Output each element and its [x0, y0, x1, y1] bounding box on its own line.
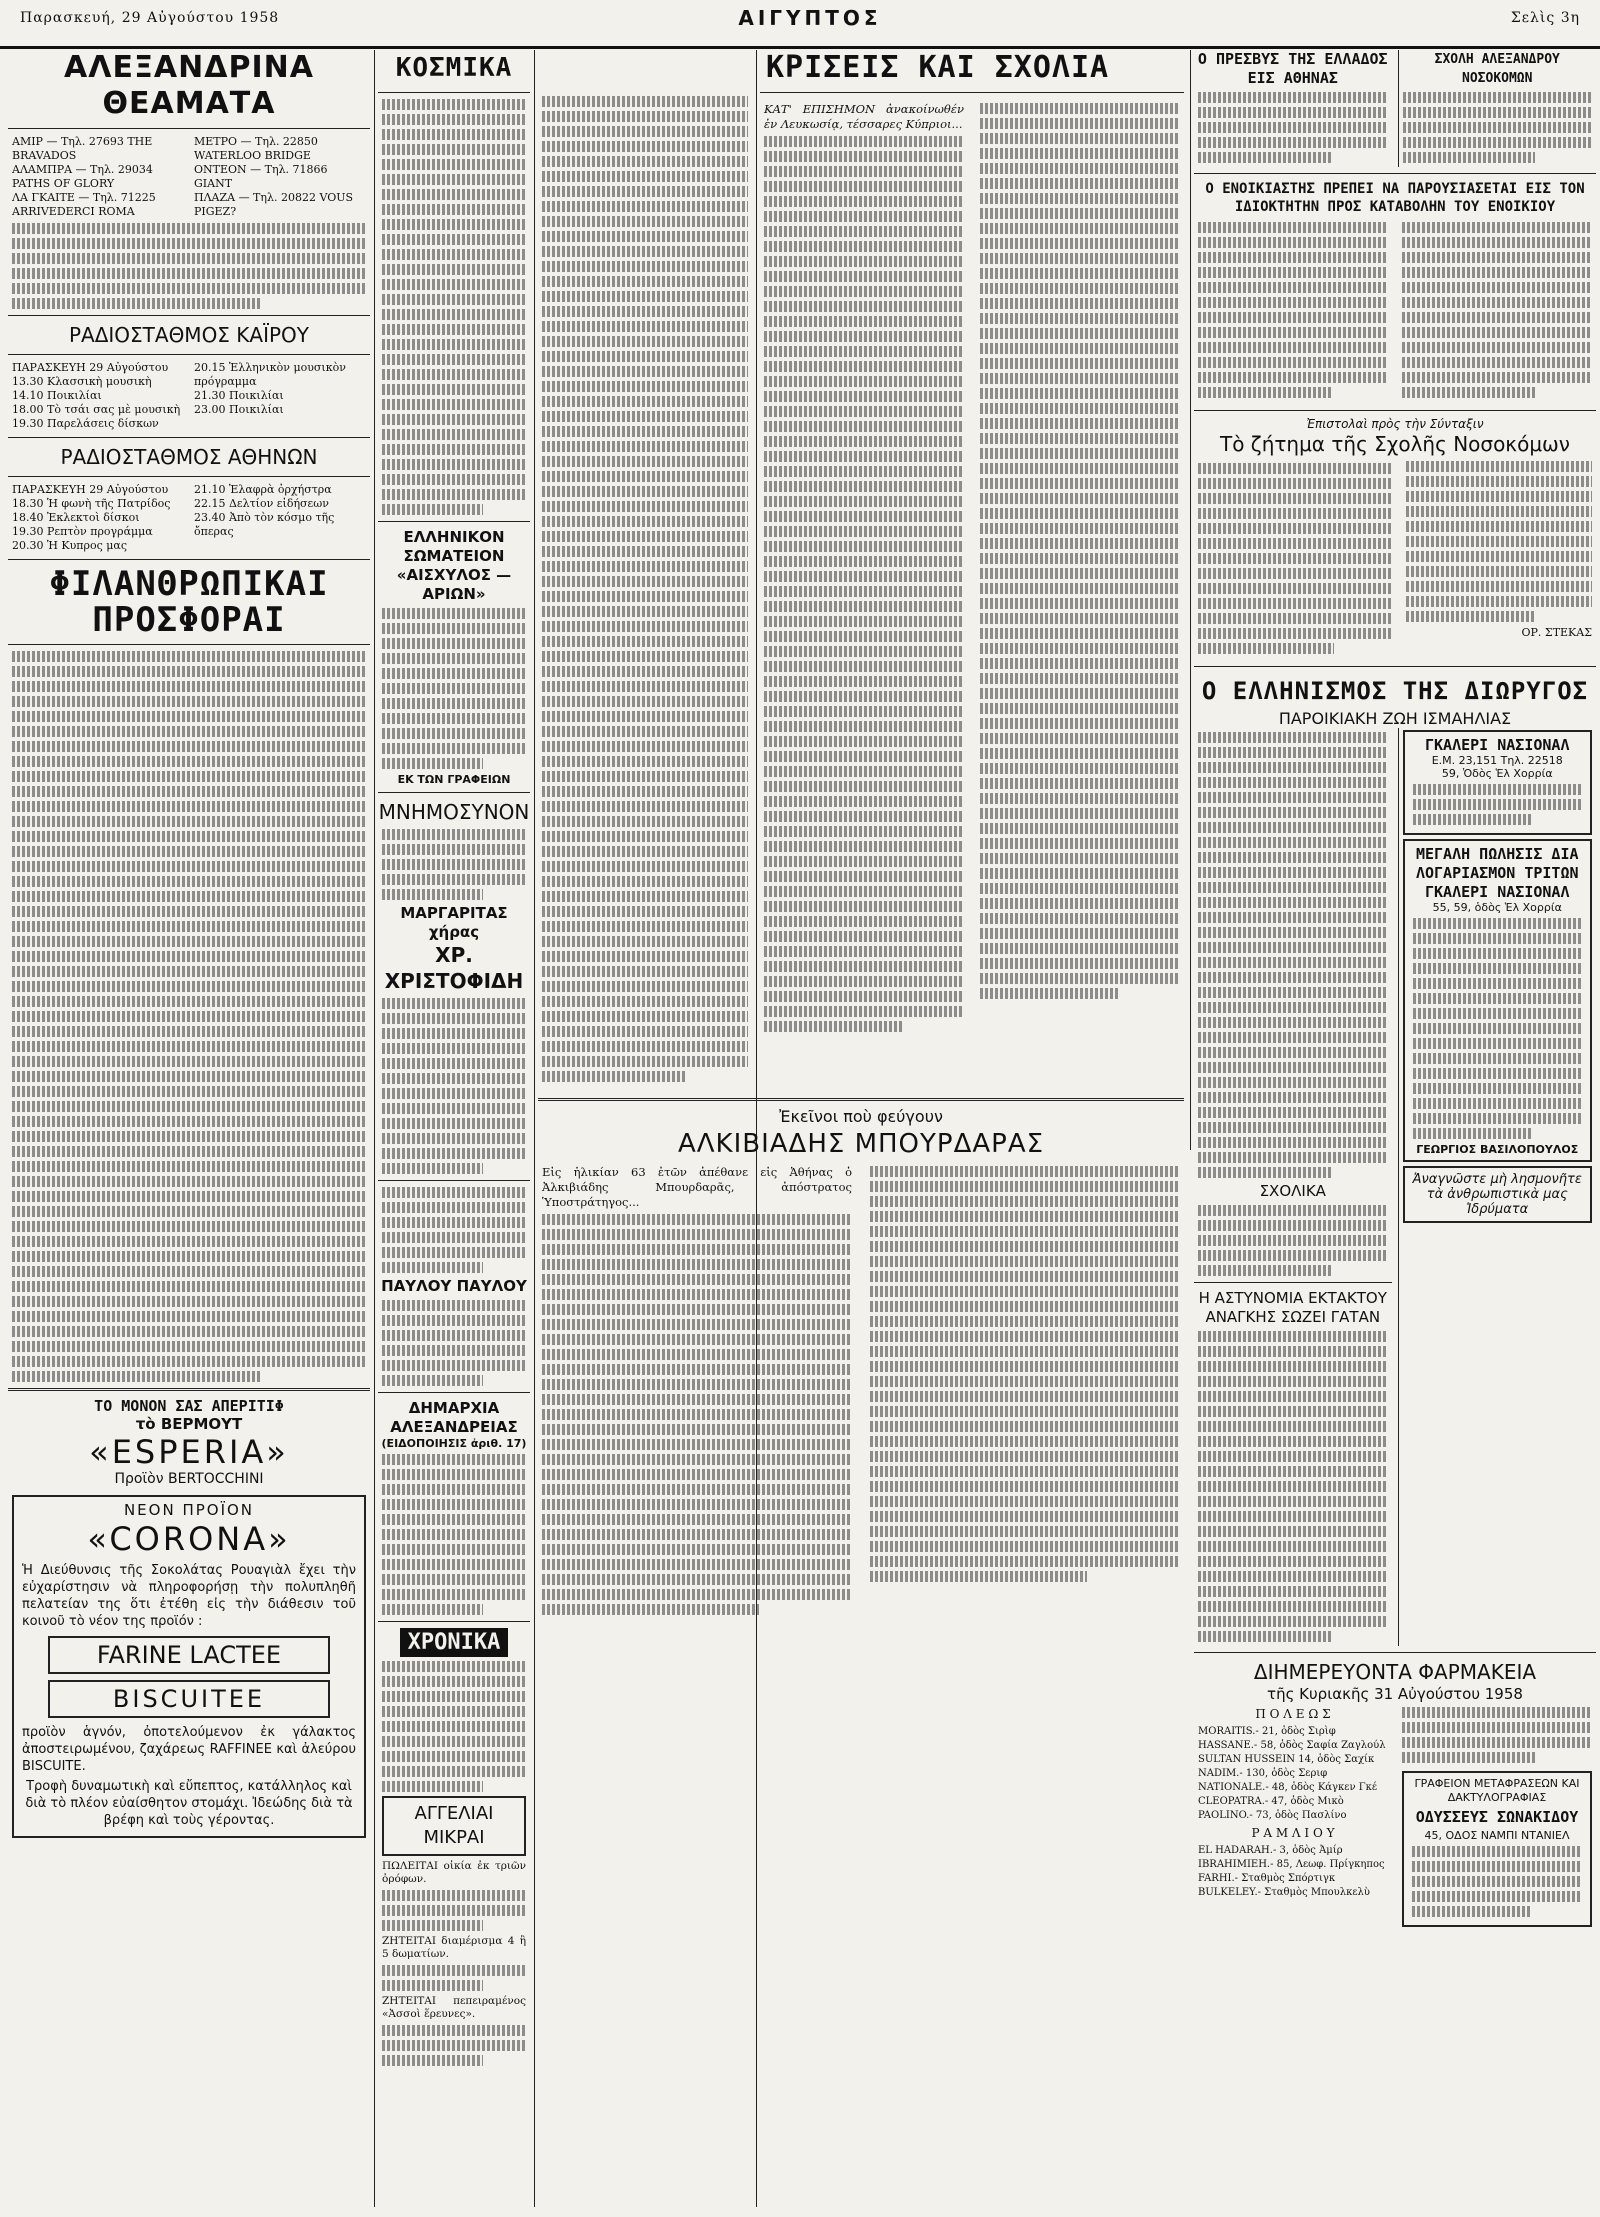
lottery-note: Ἀναγνῶστε μὴ λησμονῆτε τὰ ἀνθρωπιστικὰ μας Ἱδρύματα: [1403, 1166, 1593, 1223]
radio-athens-list: [12, 483, 366, 553]
masthead: [0, 0, 1600, 49]
theatre-item: ΑΛΑΜΠΡΑ — Τηλ. 29034 PATHS OF GLORY: [12, 163, 153, 190]
translation-ad: [1402, 1771, 1592, 1927]
obituary-kicker: Ἐκεῖνοι ποὺ φεύγουν: [779, 1107, 943, 1126]
memorial-name-2: ΧΡ. ΧΡΙΣΤΟΦΙΔΗ: [384, 943, 524, 993]
pharm-item: SULTAN HUSSEIN 14, ὁδὸς Σαχίκ: [1198, 1754, 1375, 1765]
xronika-title: ΧΡΟΝΙΚΑ: [400, 1628, 509, 1657]
theatre-item: ΜΕΤΡΟ — Τηλ. 22850 WATERLOO BRIDGE: [194, 135, 318, 162]
radio-item: 18.00 Τὸ τσάι σας μὲ μουσικὴ: [12, 403, 181, 416]
presvys-title: Ο ΠΡΕΣΒΥΣ ΤΗΣ ΕΛΛΑΔΟΣ ΕΙΣ ΑΘΗΝΑΣ: [1197, 50, 1388, 87]
radio-item: 23.40 Ἀπὸ τὸν κόσμο τῆς ὄπερας: [194, 511, 335, 538]
column-rule: [534, 50, 535, 2207]
translation-title: ΓΡΑΦΕΙΟΝ ΜΕΤΑΦΡΑΣΕΩΝ ΚΑΙ ΔΑΚΤΥΛΟΓΡΑΦΙΑΣ: [1414, 1777, 1580, 1804]
pharm-section-2: Ρ Α Μ Λ Ι Ο Υ: [1251, 1826, 1335, 1840]
translation-addr: 45, ΟΔΟΣ ΝΑΜΠΙ ΝΤΑΝΙΕΛ: [1424, 1829, 1570, 1842]
school-title: ΣΧΟΛΗ ΑΛΕΞΑΝΔΡΟΥ ΝΟΣΟΚΟΜΩΝ: [1434, 52, 1560, 86]
pharm-item: NADIM.- 130, ὁδὸς Σεριφ: [1198, 1768, 1328, 1779]
pharm-item: EL HADARAH.- 3, ὁδὸς Ἀμίρ: [1198, 1845, 1343, 1856]
obituary: [538, 1092, 1184, 2207]
crises-title: ΚΡΙΣΕΙΣ ΚΑΙ ΣΧΟΛΙΑ: [766, 50, 1110, 85]
pharm-item: HASSANE.- 58, ὁδὸς Σαφία Ζαγλούλ: [1198, 1740, 1386, 1751]
column-rule: [374, 50, 375, 2207]
gallery-1-addr: 59, Ὁδὸς Ἑλ Χορρία: [1441, 767, 1553, 780]
gallery-1-info: Ε.Μ. 23,151 Τηλ. 22518: [1431, 754, 1563, 767]
masthead-page: Σελὶς 3η: [1510, 10, 1580, 26]
memorial-name-1: ΜΑΡΓΑΡΙΤΑΣ χήρας: [400, 904, 508, 941]
sale-ad: [1403, 839, 1593, 1162]
radio-item: 13.30 Κλασσικὴ μουσικὴ: [12, 375, 152, 388]
esperia-ad: [8, 1397, 370, 1487]
classifieds-title: ΑΓΓΕΛΙΑΙ ΜΙΚΡΑΙ: [382, 1796, 526, 1856]
radio-item: 20.15 Ἑλληνικὸν μουσικὸν πρόγραμμα: [194, 361, 346, 388]
radio-day: ΠΑΡΑΣΚΕΥΗ 29 Αὐγούστου: [12, 483, 169, 496]
corona-foot: Τροφὴ δυναμωτικὴ καὶ εὔπεπτος, κατάλληλος καὶ διὰ τὸ πλέον εὐαίσθητον στομάχι. Ἰδεώδης διὰ τὰ βρέφη καὶ τοὺς γέροντας.: [25, 1779, 353, 1828]
corona-top: ΝΕΟΝ ΠΡΟΪΟΝ: [123, 1501, 255, 1519]
theatres-title: ΑΛΕΞΑΝΔΡΙΝΑ ΘΕΑΜΑΤΑ: [64, 50, 314, 121]
union-title: ΕΛΛΗΝΙΚΟΝ ΣΩΜΑΤΕΙΟΝ «ΑΙΣΧΥΛΟΣ — ΑΡΙΩΝ»: [396, 528, 512, 603]
letter-title: Τὸ ζήτημα τῆς Σχολῆς Νοσοκόμων: [1220, 432, 1570, 456]
philanthropic-title: ΦΙΛΑΝΘΡΩΠΙΚΑΙ ΠΡΟΣΦΟΡΑΙ: [49, 564, 329, 640]
sale-title: ΜΕΓΑΛΗ ΠΩΛΗΣΙΣ ΔΙΑ ΛΟΓΑΡΙΑΣΜΟΝ ΤΡΙΤΩΝ: [1415, 845, 1579, 882]
theatre-item: ΑΜΙΡ — Τηλ. 27693 THE BRAVADOS: [12, 135, 153, 162]
tenant-title: Ο ΕΝΟΙΚΙΑΣΤΗΣ ΠΡΕΠΕΙ ΝΑ ΠΑΡΟΥΣΙΑΣΕΤΑΙ ΕΙΣ ΤΟΝ ΙΔΙΟΚΤΗΤΗΝ ΠΡΟΣ ΚΑΤΑΒΟΛΗΝ ΤΟΥ ΕΝΟΙΚΙΟΥ: [1205, 181, 1585, 215]
theatre-item: ΠΛΑΖΑ — Τηλ. 20822 VOUS PIGEZ?: [194, 191, 354, 218]
esperia-top: ΤΟ ΜΟΝΟΝ ΣΑΣ ΑΠΕΡΙΤΙΦ: [94, 1397, 284, 1415]
corona-product-2: BISCUITEE: [48, 1680, 330, 1718]
radio-item: 18.30 Ἡ φωνὴ τῆς Πατρίδος: [12, 497, 171, 510]
radio-day: ΠΑΡΑΣΚΕΥΗ 29 Αὐγούστου: [12, 361, 169, 374]
pharm-item: PAOLINO.- 73, ὁδὸς Πασλίνο: [1198, 1810, 1347, 1821]
radio-item: 19.30 Παρελάσεις δίσκων: [12, 417, 159, 430]
column-5: [1194, 50, 1596, 2207]
kosmika-title: ΚΟΣΜΙΚΑ: [395, 53, 513, 83]
pharm-item: NATIONALE.- 48, ὁδὸς Κάγκεν Γκέ: [1198, 1782, 1378, 1793]
corona-text: Ἡ Διεύθυνσις τῆς Σοκολάτας Ρουαγιὰλ ἔχει τὴν εὐχαρίστησιν νὰ πληροφορήσῃ τὴν πολυπληθῆ πελατείαν της ὅτι ἐτέθη εἰς τὴν διάθεσιν τοῦ κοινοῦ τὸ νέον της προϊόν :: [22, 1563, 356, 1629]
translation-name: ΟΔΥΣΣΕΥΣ ΣΩΝΑΚΙΔΟΥ: [1415, 1808, 1579, 1826]
dimarchia-sub: (ΕΙΔΟΠΟΙΗΣΙΣ ἀριθ. 17): [381, 1437, 527, 1450]
esperia-brand: «ESPERIA»: [89, 1433, 289, 1471]
column-3-left: [538, 50, 752, 1085]
dimarchia-title: ΔΗΜΑΡΧΙΑ ΑΛΕΞΑΝΔΡΕΙΑΣ: [390, 1399, 518, 1436]
obituary-title: ΑΛΚΙΒΙΑΔΗΣ ΜΠΟΥΡΔΑΡΑΣ: [677, 1129, 1045, 1159]
theatres-list: [12, 135, 366, 219]
radio-item: 18.40 Ἐκλεκτοὶ δίσκοι: [12, 511, 140, 524]
column-3: [760, 50, 1184, 1090]
classified-item: ΖΗΤΕΙΤΑΙ διαμέρισμα 4 ἢ 5 δωματίων.: [382, 1935, 526, 1960]
union-sign: ΕΚ ΤΩΝ ΓΡΑΦΕΙΩΝ: [397, 773, 511, 786]
column-2: [378, 50, 530, 2207]
theatre-item: ΟΝΤΕΟΝ — Τηλ. 71866 GIANT: [194, 163, 328, 190]
theatre-item: ΛΑ ΓΚΑΙΤΕ — Τηλ. 71225 ARRIVEDERCI ROMA: [12, 191, 156, 218]
radio-item: 23.00 Ποικιλίαι: [194, 403, 284, 416]
letter-kicker: Ἐπιστολαὶ πρὸς τὴν Σύνταξιν: [1306, 417, 1484, 431]
column-rule: [1190, 50, 1191, 1150]
radio-item: 20.30 Ἡ Κυπρος μας: [12, 539, 128, 552]
classified-item: ΠΩΛΕΙΤΑΙ οἰκία ἐκ τριῶν ὀρόφων.: [382, 1860, 526, 1885]
masthead-title: ΑΙΓΥΠΤΟΣ: [738, 6, 882, 30]
pharm-item: BULKELEY.- Σταθμὸς Μπουλκελὺ: [1198, 1887, 1370, 1898]
suez-sub: ΠΑΡΟΙΚΙΑΚΗ ΖΩΗ ΙΣΜΑΗΛΙΑΣ: [1278, 709, 1512, 728]
radio-athens-title: ΡΑΔΙΟΣΤΑΘΜΟΣ ΑΘΗΝΩΝ: [60, 445, 318, 469]
obituary-lead: Εἰς ἡλικίαν 63 ἐτῶν ἀπέθανε εἰς Ἀθήνας ὁ Ἀλκιβιάδης Μπουρδαρᾶς, ἀπόστρατος Ὑποστράτηγος...: [542, 1165, 852, 1209]
pharm-item: CLEOPATRA.- 47, ὁδὸς Μικὸ: [1198, 1796, 1344, 1807]
esperia-sub: Προϊὸν BERTOCCHINI: [114, 1471, 264, 1487]
pharm-item: IBRAHIMIEH.- 85, Λεωφ. Πρίγκηπος: [1198, 1859, 1385, 1870]
radio-cairo-title: ΡΑΔΙΟΣΤΑΘΜΟΣ ΚΑΪΡΟΥ: [68, 323, 310, 347]
gallery-1-name: ΓΚΑΛΕΡΙ ΝΑΣΙΟΝΑΛ: [1425, 736, 1570, 754]
crises-lead: ΚΑΤ' ΕΠΙΣΗΜΟΝ ἀνακοίνωθέν ἐν Λευκωσίᾳ, τέσσαρες Κύπριοι...: [764, 102, 964, 131]
corona-ad: [12, 1495, 366, 1838]
radio-item: 22.15 Δελτίον εἰδήσεων: [194, 497, 329, 510]
corona-product-1: FARINE LACTEE: [48, 1636, 330, 1674]
philanthropic-text: [12, 651, 366, 1382]
pharmacies-sub: τῆς Κυριακῆς 31 Αὐγούστου 1958: [1267, 1685, 1523, 1703]
pharmacies-title: ΔΙΗΜΕΡΕΥΟΝΤΑ ΦΑΡΜΑΚΕΙΑ: [1253, 1660, 1537, 1684]
column-1: [8, 50, 370, 2207]
pharm-item: FARHI.- Σταθμὸς Σπόρτιγκ: [1198, 1873, 1336, 1884]
corona-desc: προϊὸν ἁγνόν, ὀποτελούμενον ἐκ γάλακτος ἀποστειρωμένου, ζαχάρεως RAFFINEE καὶ ἀλεύρου BISCUITE.: [22, 1725, 356, 1774]
radio-item: 21.30 Ποικιλίαι: [194, 389, 284, 402]
sale-sign: ΓΕΩΡΓΙΟΣ ΒΑΣΙΛΟΠΟΥΛΟΣ: [1416, 1143, 1579, 1156]
radio-item: 21.10 Ἐλαφρὰ ὀρχήστρα: [194, 483, 332, 496]
esperia-mid: τὸ ΒΕΡΜΟΥΤ: [135, 1415, 243, 1433]
kosmika-text: [382, 99, 526, 515]
corona-brand: «CORONA»: [87, 1520, 291, 1558]
radio-cairo-list: [12, 361, 366, 431]
classified-item: ΖΗΤΕΙΤΑΙ πεπειραμένος «Ἀσσοὶ ἕρευνες».: [382, 1995, 526, 2020]
pharm-section-1: Π Ο Λ Ε Ω Σ: [1255, 1707, 1331, 1721]
school-news-title: ΣΧΟΛΙΚΑ: [1259, 1182, 1326, 1200]
gallery-ad-1: [1403, 730, 1593, 835]
memorial-2-name: ΠΑΥΛΟΥ ΠΑΥΛΟΥ: [381, 1277, 527, 1295]
radio-item: 19.30 Ρεπτὸν προγράμμα: [12, 525, 153, 538]
memorial-title: ΜΝΗΜΟΣΥΝΟΝ: [378, 800, 530, 824]
masthead-date: Παρασκευή, 29 Αὐγούστου 1958: [20, 10, 280, 26]
gallery-2-name: ΓΚΑΛΕΡΙ ΝΑΣΙΟΝΑΛ: [1425, 883, 1570, 901]
radio-item: 14.10 Ποικιλίαι: [12, 389, 102, 402]
gallery-2-addr: 55, 59, ὁδὸς Ἑλ Χορρία: [1432, 901, 1562, 914]
suez-title: Ο ΕΛΛΗΝΙΣΜΟΣ ΤΗΣ ΔΙΩΡΥΓΟΣ: [1201, 677, 1589, 705]
letter-sign: ΟΡ. ΣΤΕΚΑΣ: [1521, 626, 1592, 639]
pharm-item: MORAITIS.- 21, ὁδὸς Σιρὶφ: [1198, 1726, 1336, 1737]
police-title: Η ΑΣΤΥΝΟΜΙΑ ΕΚΤΑΚΤΟΥ ΑΝΑΓΚΗΣ ΣΩΖΕΙ ΓΑΤΑΝ: [1198, 1289, 1387, 1326]
